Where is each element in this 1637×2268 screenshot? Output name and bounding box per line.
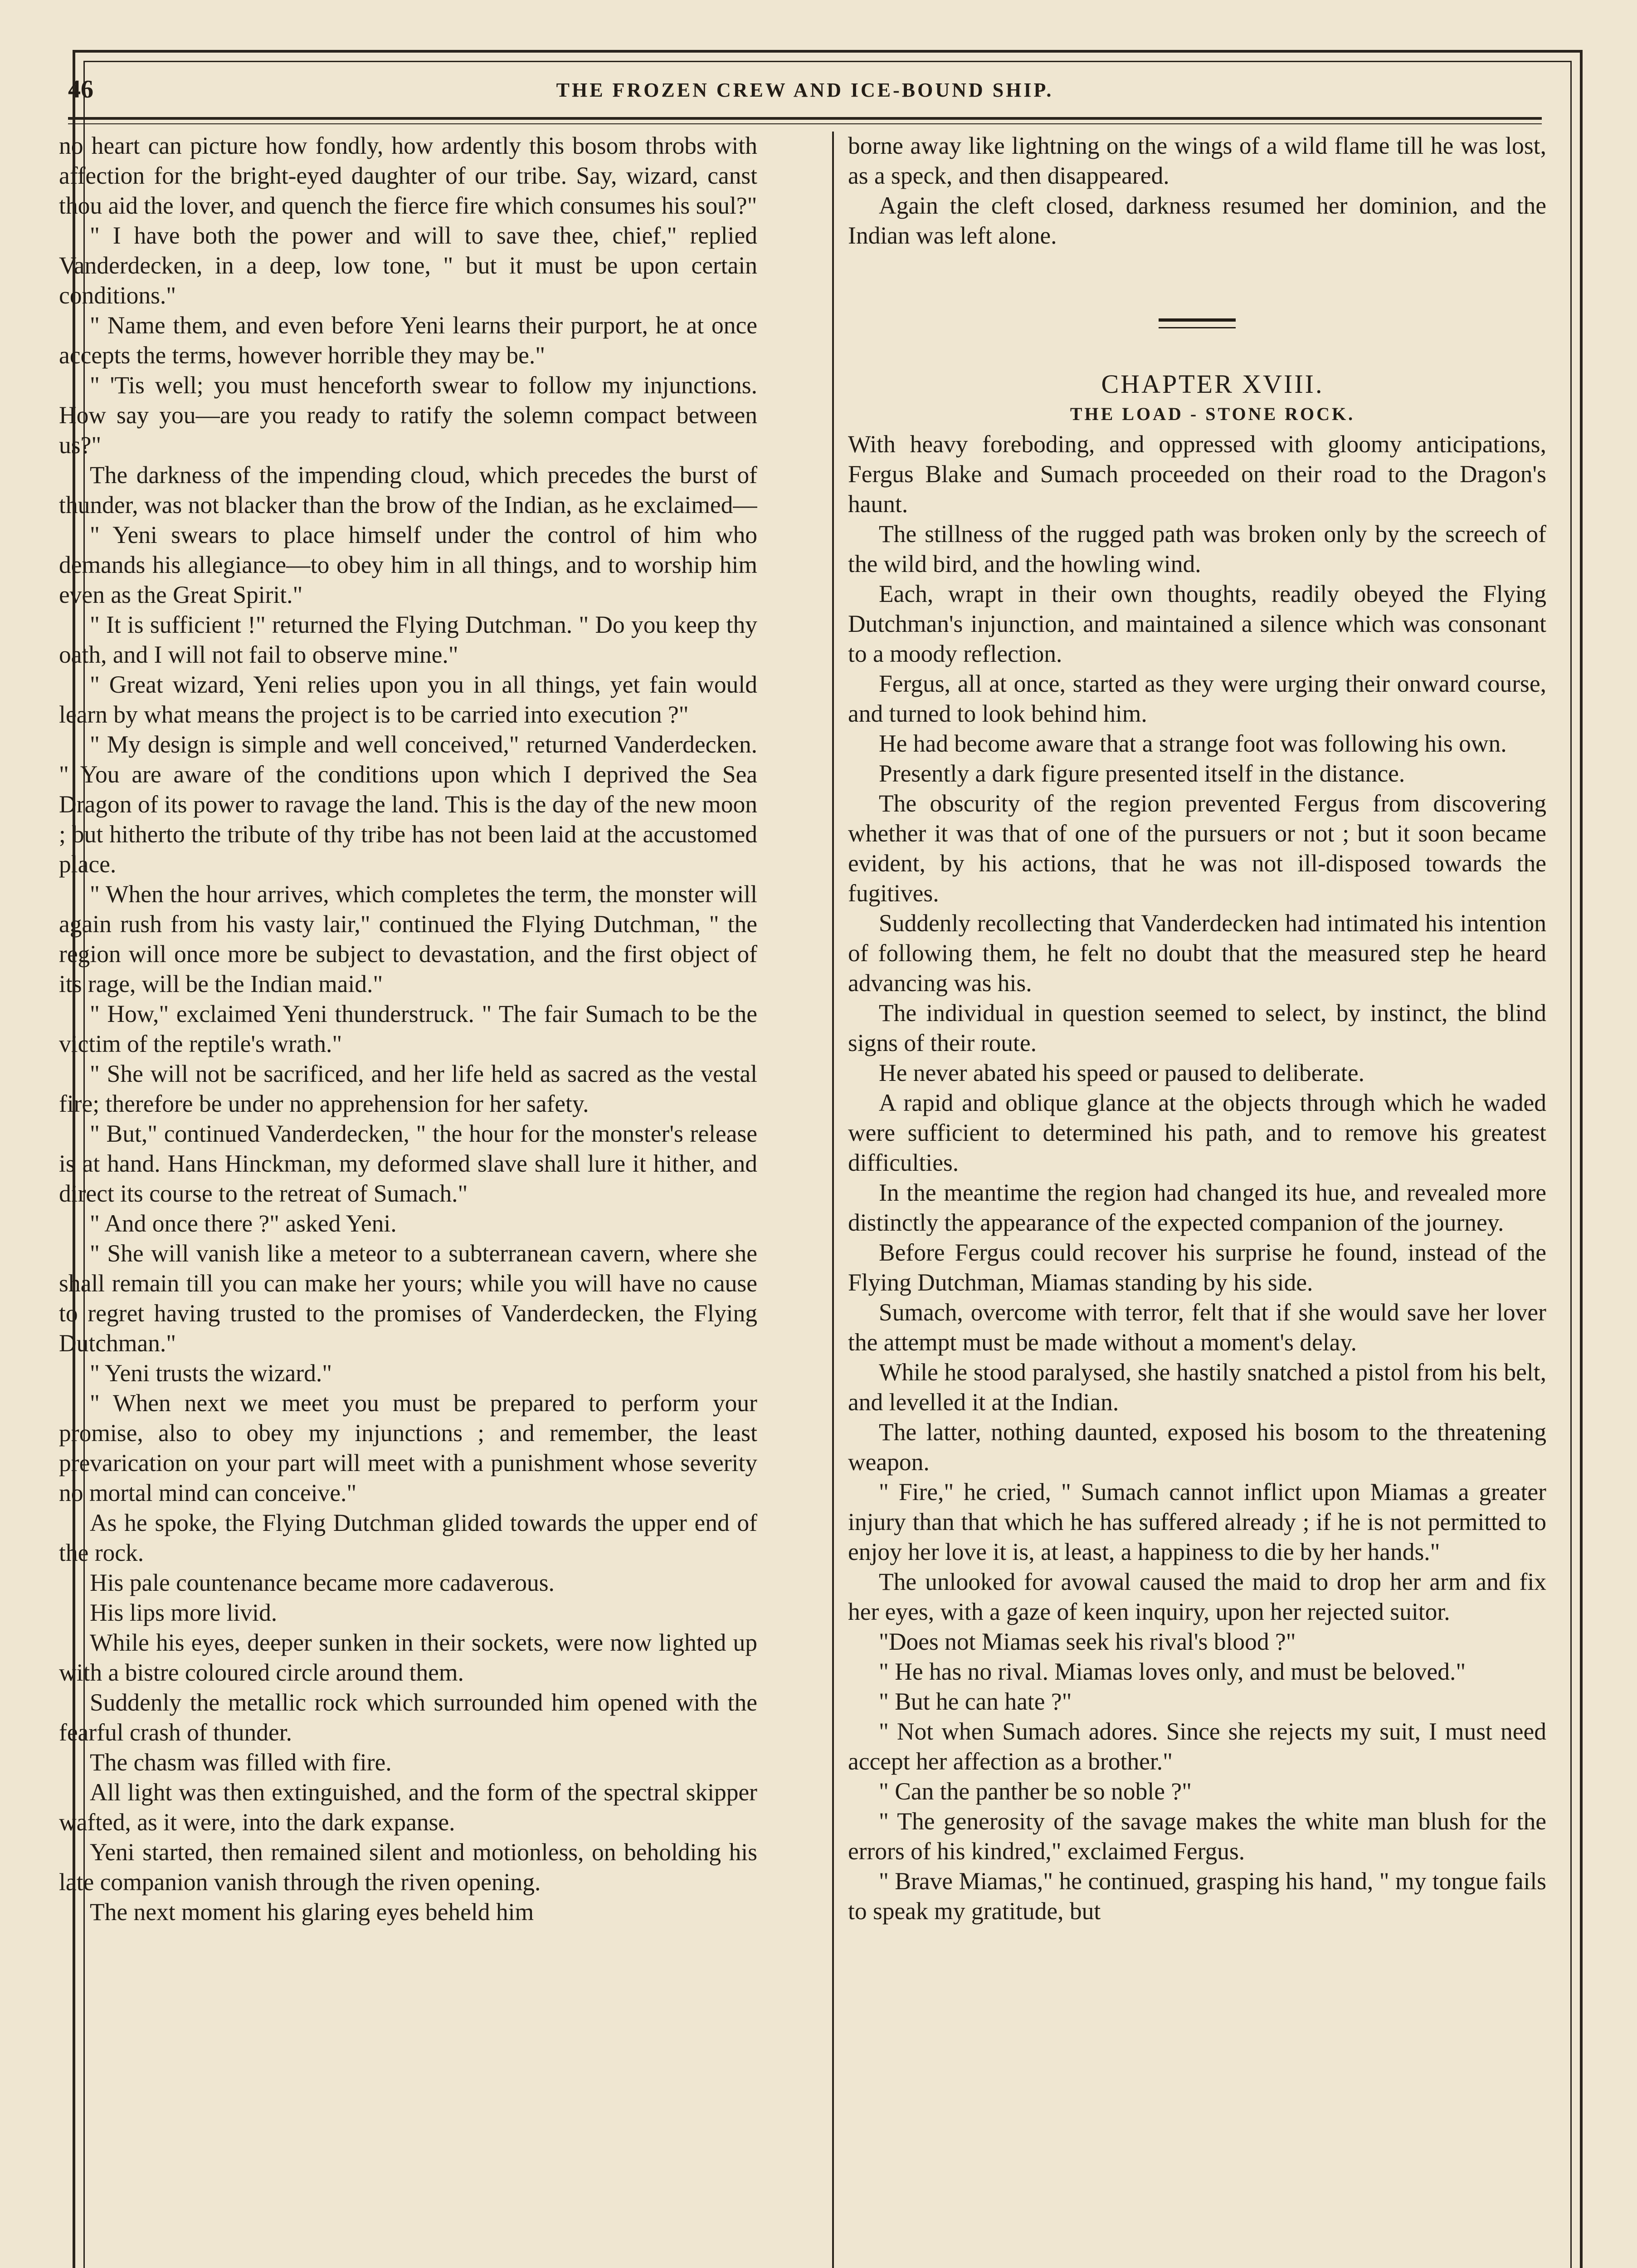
paragraph: The unlooked for avowal caused the maid to drop her arm and fix her eyes, with a gaze of keen inquiry, upon her rejected suitor. xyxy=(848,1568,1546,1625)
paragraph: " Not when Sumach adores. Since she rejects my suit, I must need accept her affection as a brother." xyxy=(848,1718,1546,1775)
paragraph: " Name them, and even before Yeni learns their purport, he at once accepts the terms, however horrible they may be." xyxy=(59,312,757,369)
paragraph: Fergus, all at once, started as they were urging their onward course, and turned to look behind him. xyxy=(848,670,1546,727)
paragraph: " My design is simple and well conceived," returned Vanderdecken. " You are aware of the conditions upon which I deprived the Sea Dragon of its power to ravage the land. This is the day of the new moon ; but hitherto the tribute of thy tribe has not been laid at the accustomed place. xyxy=(59,731,757,878)
paragraph: " When next we meet you must be prepared to perform your promise, also to obey my injunctions ; and remember, the least prevarication on your part will meet with a punishment whose severity no mortal mind can conceive." xyxy=(59,1389,757,1506)
paragraph: " It is sufficient !" returned the Flying Dutchman. " Do you keep thy oath, and I will not fail to observe mine." xyxy=(59,611,757,668)
column-divider xyxy=(832,132,834,2268)
paragraph: Again the cleft closed, darkness resumed her dominion, and the Indian was left alone. xyxy=(848,192,1546,249)
paragraph: " How," exclaimed Yeni thunderstruck. " The fair Sumach to be the victim of the reptile's wrath." xyxy=(59,1000,757,1057)
right-column xyxy=(848,131,1546,2268)
paragraph: He never abated his speed or paused to deliberate. xyxy=(879,1059,1365,1086)
running-title: THE FROZEN CREW AND ICE-BOUND SHIP. xyxy=(556,79,1054,101)
paragraph: The stillness of the rugged path was broken only by the screech of the wild bird, and the howling wind. xyxy=(848,520,1546,577)
right-column-top xyxy=(848,131,1546,250)
paragraph: " 'Tis well; you must henceforth swear to follow my injunctions. How say you—are you ready to ratify the solemn compact between us?" xyxy=(59,371,757,459)
paragraph: " Great wizard, Yeni relies upon you in all things, yet fain would learn by what means the project is to be carried into execution ?" xyxy=(59,671,757,728)
paragraph: The chasm was filled with fire. xyxy=(90,1749,392,1776)
paragraph: Suddenly recollecting that Vanderdecken had intimated his intention of following them, he felt no doubt that the measured step he heard advancing was his. xyxy=(848,909,1546,997)
chapter-title: CHAPTER XVIII. xyxy=(1101,369,1324,399)
paragraph: no heart can picture how fondly, how ardently this bosom throbs with affection for the bright-eyed daughter of our tribe. Say, wizard, canst thou aid the lover, and quench the fierce fire which consumes his soul?" xyxy=(59,132,757,219)
paragraph: borne away like lightning on the wings of a wild flame till he was lost, as a speck, and then disappeared. xyxy=(848,132,1546,189)
paragraph: The darkness of the impending cloud, which precedes the burst of thunder, was not blacker than the brow of the Indian, as he exclaimed— xyxy=(59,461,757,518)
paragraph: While he stood paralysed, she hastily snatched a pistol from his belt, and levelled it at the Indian. xyxy=(848,1359,1546,1416)
paragraph: Each, wrapt in their own thoughts, readily obeyed the Flying Dutchman's injunction, and maintained a silence which was consonant to a moody reflection. xyxy=(848,580,1546,667)
paragraph: Suddenly the metallic rock which surrounded him opened with the fearful crash of thunder. xyxy=(59,1689,757,1746)
paragraph: " She will vanish like a meteor to a subterranean cavern, where she shall remain till you can make her yours; while you will have no cause to regret having trusted to the promises of Vanderdecken, the Flying Dutchman." xyxy=(59,1240,757,1357)
paragraph: " Fire," he cried, " Sumach cannot inflict upon Miamas a greater injury than that which he has suffered already ; if he is not permitted to enjoy her love it is, at least, a happiness to die by her hands." xyxy=(848,1478,1546,1565)
paragraph: " Can the panther be so noble ?" xyxy=(879,1778,1192,1805)
paragraph: The obscurity of the region prevented Fergus from discovering whether it was that of one of the pursuers or not ; but it soon became evident, by his actions, that he was not ill-disposed towards the fugitives. xyxy=(848,790,1546,907)
paragraph: " Brave Miamas," he continued, grasping his hand, " my tongue fails to speak my gratitude, but xyxy=(848,1867,1546,1925)
right-column-bottom xyxy=(848,429,1546,1926)
paragraph: " I have both the power and will to save thee, chief," replied Vanderdecken, in a deep, low tone, " but it must be upon certain conditions." xyxy=(59,222,757,309)
paragraph: With heavy foreboding, and oppressed with gloomy anticipations, Fergus Blake and Sumach proceeded on their road to the Dragon's haunt. xyxy=(848,430,1546,518)
chapter-subtitle: THE LOAD - STONE ROCK. xyxy=(1070,404,1355,424)
paragraph: " And once there ?" asked Yeni. xyxy=(90,1210,397,1237)
header-rule-thin xyxy=(68,123,1542,124)
paragraph: " She will not be sacrificed, and her life held as sacred as the vestal fire; therefore be under no apprehension for her safety. xyxy=(59,1060,757,1117)
paragraph: He had become aware that a strange foot was following his own. xyxy=(879,730,1507,757)
paragraph: The individual in question seemed to select, by instinct, the blind signs of their route. xyxy=(848,999,1546,1056)
paragraph: The latter, nothing daunted, exposed his bosom to the threatening weapon. xyxy=(848,1418,1546,1476)
section-separator xyxy=(1159,318,1236,328)
paragraph: Before Fergus could recover his surprise he found, instead of the Flying Dutchman, Miamas standing by his side. xyxy=(848,1239,1546,1296)
paragraph: " But he can hate ?" xyxy=(879,1688,1072,1715)
paragraph: Yeni started, then remained silent and motionless, on beholding his late companion vanish through the riven opening. xyxy=(59,1838,757,1896)
paragraph: His lips more livid. xyxy=(90,1599,278,1626)
paragraph: While his eyes, deeper sunken in their sockets, were now lighted up with a bistre coloured circle around them. xyxy=(59,1629,757,1686)
header-rule xyxy=(68,117,1542,120)
paragraph: " When the hour arrives, which completes the term, the monster will again rush from his vasty lair," continued the Flying Dutchman, " the region will once more be subject to devastation, and the first object of its rage, will be the Indian maid." xyxy=(59,880,757,997)
paragraph: The next moment his glaring eyes beheld him xyxy=(90,1898,534,1926)
left-column xyxy=(59,131,757,2268)
paragraph: His pale countenance became more cadaverous. xyxy=(90,1569,555,1596)
paragraph: " The generosity of the savage makes the white man blush for the errors of his kindred," exclaimed Fergus. xyxy=(848,1808,1546,1865)
paragraph: " He has no rival. Miamas loves only, and must be beloved." xyxy=(879,1658,1466,1685)
paragraph: In the meantime the region had changed its hue, and revealed more distinctly the appearance of the expected companion of the journey. xyxy=(848,1179,1546,1236)
paragraph: "Does not Miamas seek his rival's blood ?" xyxy=(879,1628,1296,1655)
paragraph: All light was then extinguished, and the form of the spectral skipper wafted, as it were, into the dark expanse. xyxy=(59,1779,757,1836)
paragraph: " But," continued Vanderdecken, " the hour for the monster's release is at hand. Hans Hinckman, my deformed slave shall lure it hither, and direct its course to the retreat of Sumach." xyxy=(59,1120,757,1207)
page-header xyxy=(68,75,1542,116)
paragraph: Sumach, overcome with terror, felt that if she would save her lover the attempt must be made without a moment's delay. xyxy=(848,1299,1546,1356)
paragraph: A rapid and oblique glance at the objects through which he waded were sufficient to determined his path, and to remove his greatest difficulties. xyxy=(848,1089,1546,1176)
paragraph: " Yeni swears to place himself under the control of him who demands his allegiance—to obey him in all things, and to worship him even as the Great Spirit." xyxy=(59,521,757,608)
paragraph: As he spoke, the Flying Dutchman glided towards the upper end of the rock. xyxy=(59,1509,757,1566)
paragraph: " Yeni trusts the wizard." xyxy=(90,1359,332,1387)
page-number: 46 xyxy=(68,75,93,103)
paragraph: Presently a dark figure presented itself in the distance. xyxy=(879,760,1405,787)
